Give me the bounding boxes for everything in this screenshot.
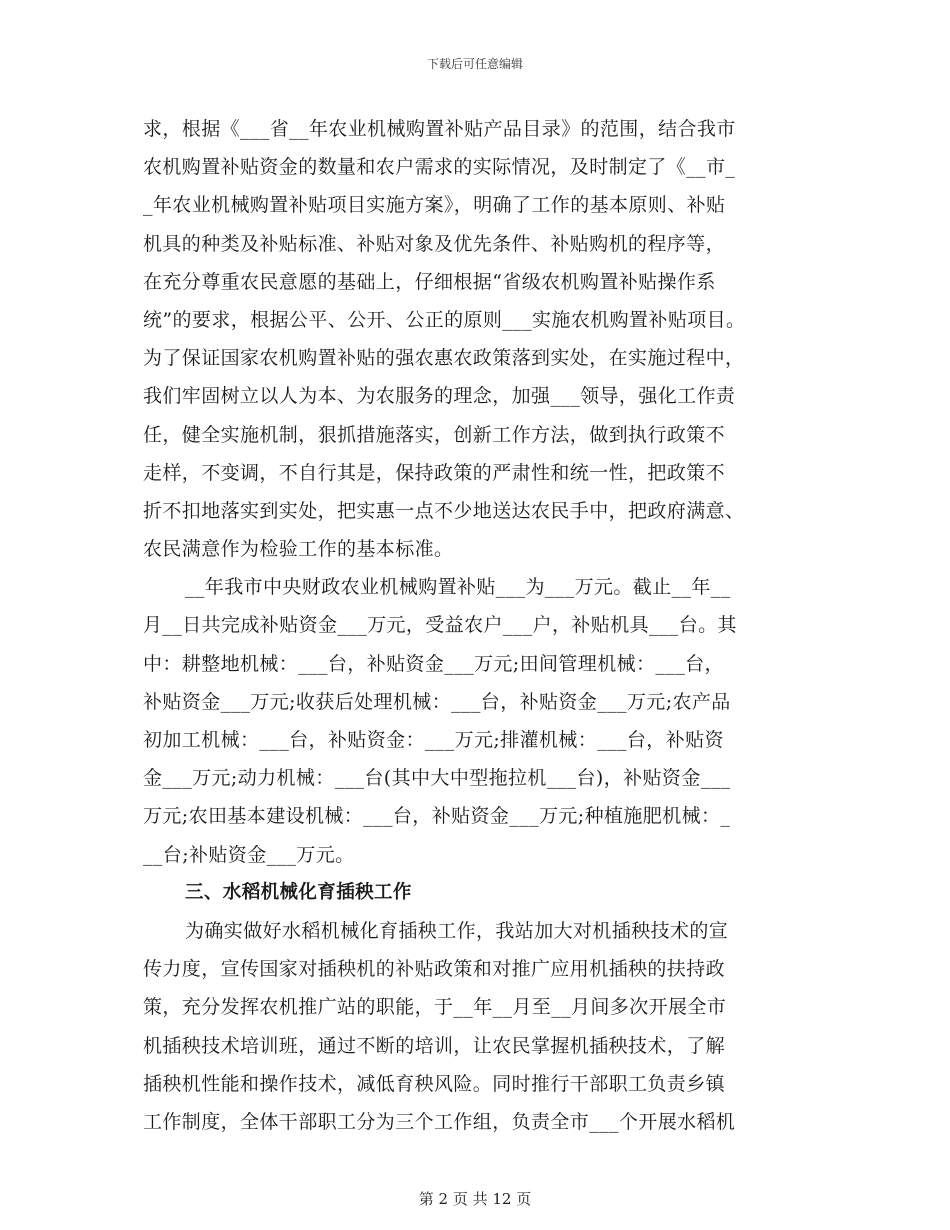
paragraph-start-line: __年我市中央财政农业机械购置补贴___为___万元。截止__年__	[185, 576, 731, 599]
text-line: 为了保证国家农机购置补贴的强农惠农政策落到实处，在实施过程中，	[143, 347, 745, 370]
text-line: 在充分尊重农民意愿的基础上，仔细根据“省级农机购置补贴操作系	[143, 270, 716, 293]
text-line: 机插秧技术培训班，通过不断的培训，让农民掌握机插秧技术，了解	[143, 1034, 726, 1057]
page-header: 下载后可任意编辑	[426, 57, 523, 71]
text-line: 求，根据《___省__年农业机械购置补贴产品目录》的范围，结合我市	[143, 118, 736, 140]
text-line: 机具的种类及补贴标准、补贴对象及优先条件、补贴购机的程序等，	[143, 232, 726, 255]
text-line: 工作制度，全体干部职工分为三个工作组，负责全市___个开展水稻机	[143, 1110, 736, 1133]
text-line: 传力度，宣传国家对插秧机的补贴政策和对推广应用机插秧的扶持政	[143, 958, 726, 981]
page-footer: 第 2 页 共 12 页	[418, 1190, 532, 1208]
text-line: 策，充分发挥农机推广站的职能，于__年__月至__月间多次开展全市	[143, 996, 727, 1019]
text-line: 插秧机性能和操作技术，减低育秧风险。同时推行干部职工负责乡镇	[143, 1072, 726, 1095]
text-line: __台;补贴资金___万元。	[143, 843, 355, 866]
paragraph-start-line: 为确实做好水稻机械化育插秧工作，我站加大对机插秧技术的宣	[185, 919, 729, 942]
text-line: _年农业机械购置补贴项目实施方案》，明确了工作的基本原则、补贴	[143, 194, 726, 217]
text-line: 初加工机械：___台，补贴资金：___万元;排灌机械：___台，补贴资	[143, 729, 724, 751]
text-line: 金___万元;动力机械：___台(其中大中型拖拉机___台)，补贴资金___	[143, 767, 731, 790]
text-line: 月__日共完成补贴资金___万元，受益农户___户，补贴机具___台。其	[143, 614, 737, 637]
section-heading: 三、水稻机械化育插秧工作	[185, 881, 412, 903]
text-line: 折不扣地落实到实处，把实惠一点不少地送达农民手中，把政府满意、	[143, 499, 745, 522]
text-line: 农民满意作为检验工作的基本标准。	[143, 538, 454, 561]
text-line: 走样，不变调，不自行其是，保持政策的严肃性和统一性，把政策不	[143, 461, 726, 484]
text-line: 统”的要求，根据公平、公开、公正的原则___实施农机购置补贴项目。	[143, 308, 746, 331]
text-line: 中：耕整地机械：___台，补贴资金___万元;田间管理机械：___台，	[143, 652, 724, 675]
text-line: 我们牢固树立以人为本、为农服务的理念，加强___领导，强化工作责	[143, 385, 736, 408]
text-line: 补贴资金___万元;收获后处理机械：___台，补贴资金___万元;农产品	[143, 690, 731, 713]
text-line: 农机购置补贴资金的数量和农户需求的实际情况，及时制定了《__市_	[143, 156, 736, 179]
text-line: 万元;农田基本建设机械：___台，补贴资金___万元;种植施肥机械：_	[143, 805, 731, 828]
document-body	[143, 110, 823, 1141]
text-line: 任，健全实施机制，狠抓措施落实，创新工作方法，做到执行政策不	[143, 423, 726, 446]
